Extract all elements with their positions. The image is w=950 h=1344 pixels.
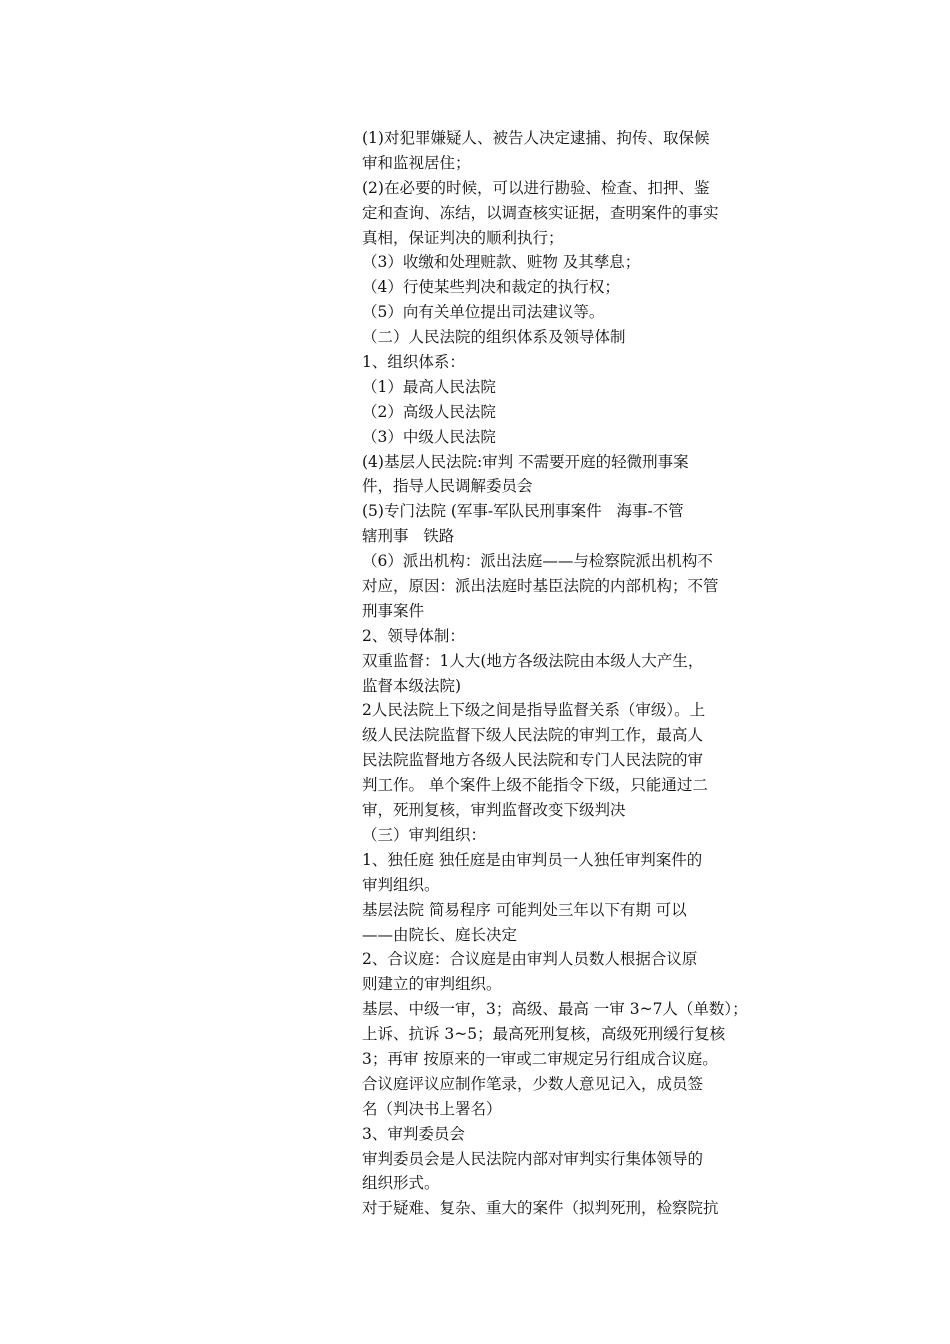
text-line: 定和查询、冻结，以调查核实证据，查明案件的事实 bbox=[362, 203, 719, 222]
text-line: 审，死刑复核，审判监督改变下级判决 bbox=[362, 801, 626, 820]
text-line: 判工作。 单个案件上级不能指令下级，只能通过二 bbox=[362, 776, 708, 795]
section-heading: （三）审判组织： bbox=[362, 825, 487, 844]
text-line: 2人民法院上下级之间是指导监督关系（审级）。上 bbox=[362, 701, 706, 720]
text-line: （4）行使某些判决和裁定的执行权； bbox=[362, 278, 620, 297]
text-line: 双重监督：1人大(地方各级法院由本级人大产生， bbox=[362, 651, 704, 670]
text-line: 审判组织。 bbox=[362, 875, 440, 894]
text-line: （1）最高人民法院 bbox=[362, 377, 496, 396]
text-line: 则建立的审判组织。 bbox=[362, 975, 502, 994]
text-line: 合议庭评议应制作笔录，少数人意见记入，成员签 bbox=[362, 1074, 704, 1093]
text-line: 组织形式。 bbox=[362, 1174, 440, 1193]
text-line: 辖刑事 铁路 bbox=[362, 527, 455, 546]
text-line: 基层法院 简易程序 可能判处三年以下有期 可以 bbox=[362, 900, 687, 919]
text-line: 审和监视居住； bbox=[362, 153, 471, 172]
text-line: 3；再审 按原来的一审或二审规定另行组成合议庭。 bbox=[362, 1049, 718, 1068]
text-line: 1、组织体系： bbox=[362, 353, 465, 372]
text-line: (5)专门法院 (军事-军队民刑事案件 海事-不管 bbox=[362, 502, 684, 521]
text-line: 刑事案件 bbox=[362, 601, 425, 620]
text-line: （3）中级人民法院 bbox=[362, 427, 496, 446]
text-line: (2)在必要的时候，可以进行勘验、检查、扣押、鉴 bbox=[362, 178, 710, 197]
text-line: （5）向有关单位提出司法建议等。 bbox=[362, 303, 605, 322]
text-line: (1)对犯罪嫌疑人、被告人决定逮捕、拘传、取保候 bbox=[362, 129, 710, 147]
section-heading: （二）人民法院的组织体系及领导体制 bbox=[362, 328, 626, 347]
text-line: 对应，原因：派出法庭时基臣法院的内部机构；不管 bbox=[362, 577, 719, 596]
text-line: （6）派出机构：派出法庭——与检察院派出机构不 bbox=[362, 552, 713, 571]
text-line: 基层、中级一审，3；高级、最高 一审 3~7人（单数）； bbox=[362, 1000, 748, 1019]
text-line: 上诉、抗诉 3~5；最高死刑复核，高级死刑缓行复核 bbox=[362, 1025, 726, 1044]
text-line: 3、审判委员会 bbox=[362, 1124, 465, 1143]
text-line: 2、合议庭：合议庭是由审判人员数人根据合议原 bbox=[362, 950, 698, 969]
text-line: 监督本级法院) bbox=[362, 676, 462, 695]
text-line: （2）高级人民法院 bbox=[362, 402, 496, 421]
text-line: （3）收缴和处理赃款、赃物 及其孳息； bbox=[362, 253, 641, 272]
text-line: 件，指导人民调解委员会 bbox=[362, 477, 533, 496]
text-line: ——由院长、庭长决定 bbox=[362, 925, 518, 944]
text-line: 对于疑难、复杂、重大的案件（拟判死刑，检察院抗 bbox=[362, 1199, 719, 1218]
text-line: 1、独任庭 独任庭是由审判员一人独任审判案件的 bbox=[362, 850, 703, 869]
text-line: 2、领导体制： bbox=[362, 626, 465, 645]
text-line: 级人民法院监督下级人民法院的审判工作，最高人 bbox=[362, 726, 704, 745]
text-line: 民法院监督地方各级人民法院和专门人民法院的审 bbox=[362, 751, 704, 770]
text-line: 名（判决书上署名） bbox=[362, 1099, 502, 1118]
text-line: 审判委员会是人民法院内部对审判实行集体领导的 bbox=[362, 1149, 704, 1168]
text-line: (4)基层人民法院:审判 不需要开庭的轻微刑事案 bbox=[362, 452, 689, 471]
document-body bbox=[362, 126, 748, 1221]
text-line: 真相，保证判决的顺利执行； bbox=[362, 228, 564, 247]
